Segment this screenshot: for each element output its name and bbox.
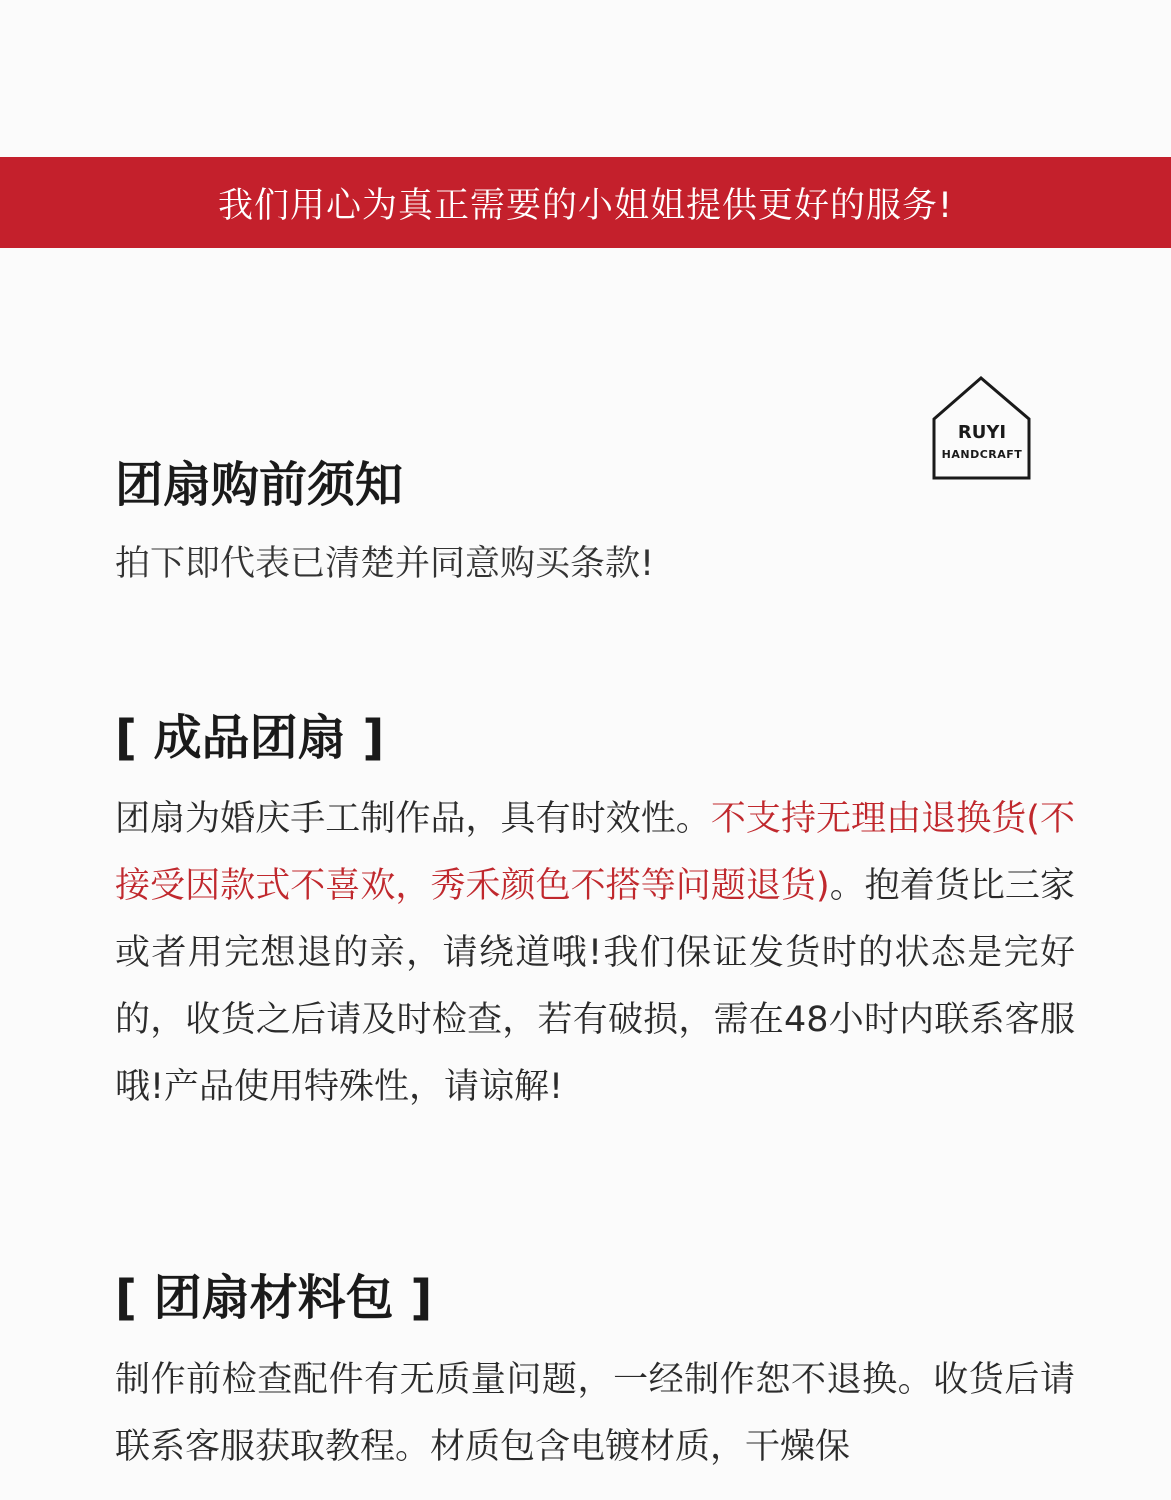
finished-fans-text-1: 团扇为婚庆手工制作品，具有时效性。 (115, 799, 711, 839)
brand-logo (931, 376, 1032, 481)
top-banner (0, 157, 1171, 248)
finished-fans-paragraph (115, 786, 1075, 1121)
material-kit-paragraph: 制作前检查配件有无质量问题，一经制作恕不退换。收货后请联系客服获取教程。材质包含电镀材质，干燥保 (115, 1360, 1075, 1467)
material-kit-title: [ 团扇材料包 ] (115, 1270, 433, 1326)
logo-line2: HANDCRAFT (941, 448, 1023, 461)
logo-line1: RUYI (957, 422, 1007, 443)
banner-text: 我们用心为真正需要的小姐姐提供更好的服务! (217, 185, 954, 226)
finished-fans-text-2: 。抱着货比三家或者用完想退的亲，请绕道哦!我们保证发货时的状态是完好的，收货之后请及时检查，若有破损，需在48小时内联系客服哦!产品使用特殊性，请谅解! (115, 866, 1075, 1107)
notice-title: 团扇购前须知 (115, 457, 404, 513)
finished-fans-title: [ 成品团扇 ] (115, 710, 385, 766)
no-return-notice: 不支持无理由退换货(不接受因款式不喜欢，秀禾颜色不搭等问题退货) (115, 799, 1075, 906)
notice-subtitle: 拍下即代表已清楚并同意购买条款! (115, 544, 655, 584)
